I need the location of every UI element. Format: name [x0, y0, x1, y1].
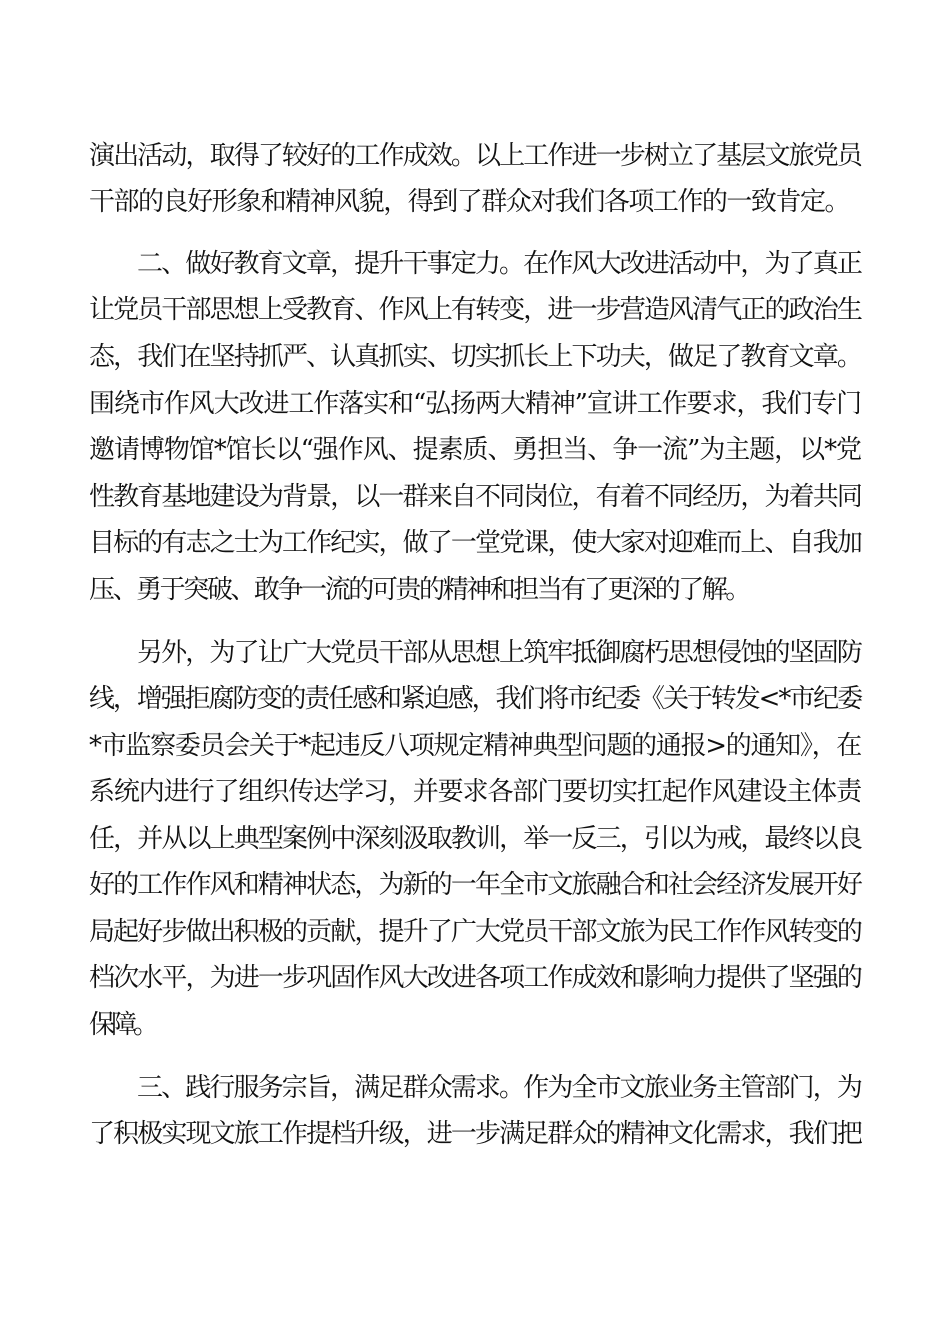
- text-line: 态，我们在坚持抓严、认真抓实、切实抓长上下功夫，做足了教育文章。: [89, 342, 861, 372]
- text-line: 了积极实现文旅工作提档升级，进一步满足群众的精神文化需求，我们把: [89, 1119, 861, 1149]
- text-line: 另外，为了让广大党员干部从思想上筑牢抵御腐朽思想侵蚀的坚固防: [137, 638, 861, 668]
- text-line: 局起好步做出积极的贡献，提升了广大党员干部文旅为民工作作风转变的: [89, 917, 861, 947]
- text-line: 好的工作作风和精神状态，为新的一年全市文旅融合和社会经济发展开好: [89, 870, 861, 900]
- text-line: 二、做好教育文章，提升干事定力。在作风大改进活动中，为了真正: [137, 249, 861, 279]
- text-line: 干部的良好形象和精神风貌，得到了群众对我们各项工作的一致肯定。: [89, 187, 849, 217]
- text-line: 线，增强拒腐防变的责任感和紧迫感，我们将市纪委《关于转发<*市纪委: [89, 684, 861, 714]
- text-line: 邀请博物馆*馆长以“强作风、提素质、勇担当、争一流”为主题，以*党: [89, 435, 861, 465]
- text-line: 三、践行服务宗旨，满足群众需求。作为全市文旅业务主管部门，为: [137, 1073, 861, 1103]
- text-line: 目标的有志之士为工作纪实，做了一堂党课，使大家对迎难而上、自我加: [89, 528, 861, 558]
- text-line: 任，并从以上典型案例中深刻汲取教训，举一反三，引以为戒，最终以良: [89, 824, 861, 854]
- text-line: 让党员干部思想上受教育、作风上有转变，进一步营造风清气正的政治生: [89, 295, 861, 325]
- text-line: 性教育基地建设为背景，以一群来自不同岗位，有着不同经历，为着共同: [89, 482, 861, 512]
- text-line: 保障。: [89, 1010, 156, 1040]
- text-line: *市监察委员会关于*起违反八项规定精神典型问题的通报>的通知》，在: [89, 731, 861, 761]
- text-line: 围绕市作风大改进工作落实和“弘扬两大精神”宣讲工作要求，我们专门: [89, 389, 861, 419]
- text-line: 档次水平，为进一步巩固作风大改进各项工作成效和影响力提供了坚强的: [89, 963, 861, 993]
- text-line: 压、勇于突破、敢争一流的可贵的精神和担当有了更深的了解。: [89, 575, 749, 605]
- text-line: 系统内进行了组织传达学习，并要求各部门要切实扛起作风建设主体责: [89, 777, 861, 807]
- text-line: 演出活动，取得了较好的工作成效。以上工作进一步树立了基层文旅党员: [89, 141, 861, 171]
